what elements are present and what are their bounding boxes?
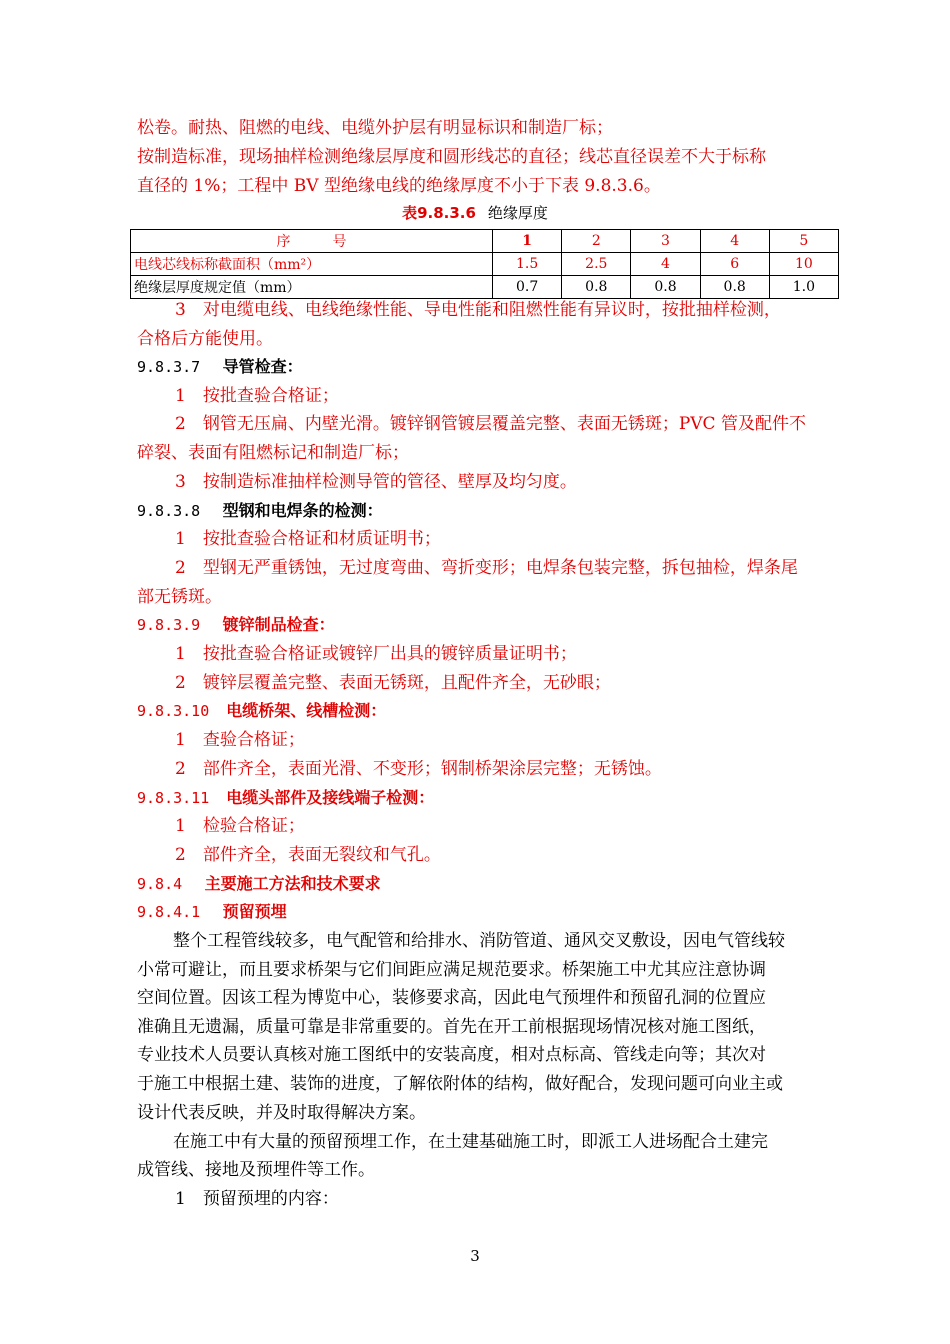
section-number: 9.8.4.1 — [137, 903, 201, 921]
insulation-thickness-table — [130, 229, 839, 299]
list-item-continuation: 碎裂、表面有阻燃标记和制造厂标； — [137, 443, 409, 463]
section-number: 9.8.3.10 — [137, 702, 210, 720]
list-item: 1 按批查验合格证或镀锌厂出具的镀锌质量证明书； — [175, 644, 577, 664]
paragraph-line: 专业技术人员要认真核对施工图纸中的安装高度，相对点标高、管线走向等；其次对 — [137, 1045, 766, 1065]
section-number: 9.8.3.11 — [137, 789, 210, 807]
list-item: 2 镀锌层覆盖完整、表面无锈斑，且配件齐全，无砂眼； — [175, 673, 611, 693]
section-heading — [137, 697, 386, 725]
list-item: 3 按制造标准抽样检测导管的管径、壁厚及均匀度。 — [175, 472, 577, 492]
section-heading — [137, 497, 383, 525]
section-heading — [137, 870, 381, 898]
paragraph-line: 准确且无遗漏，质量可靠是非常重要的。首先在开工前根据现场情况核对施工图纸， — [137, 1017, 766, 1037]
section-title: 电缆头部件及接线端子检测： — [226, 788, 435, 807]
table-caption — [0, 201, 950, 225]
table-row — [131, 253, 839, 276]
section-title: 镀锌制品检查： — [222, 615, 335, 634]
list-item: 1 检验合格证； — [175, 816, 305, 836]
table-caption-title: 绝缘厚度 — [487, 204, 548, 222]
section-heading — [137, 611, 335, 639]
section-heading — [137, 353, 303, 381]
table-cell: 0.8 — [631, 276, 700, 299]
table-row-label: 绝缘层厚度规定值（mm） — [131, 276, 493, 299]
paragraph-line: 整个工程管线较多，电气配管和给排水、消防管道、通风交叉敷设，因电气管线较 — [173, 931, 785, 951]
table-cell: 0.8 — [562, 276, 631, 299]
body-line: 直径的 1%；工程中 BV 型绝缘电线的绝缘厚度不小于下表 9.8.3.6。 — [137, 176, 661, 196]
table-cell: 1.5 — [493, 253, 562, 276]
list-item: 1 按批查验合格证和材质证明书； — [175, 529, 441, 549]
list-item: 3 对电缆电线、电线绝缘性能、导电性能和阻燃性能有异议时，按批抽样检测， — [175, 300, 781, 320]
list-item: 2 部件齐全，表面光滑、不变形；钢制桥架涂层完整；无锈蚀。 — [175, 759, 662, 779]
section-number: 9.8.3.8 — [137, 502, 201, 520]
body-line: 按制造标准，现场抽样检测绝缘层厚度和圆形线芯的直径；线芯直径误差不大于标称 — [137, 147, 766, 167]
paragraph-line: 于施工中根据土建、装饰的进度，了解依附体的结构，做好配合，发现问题可向业主或 — [137, 1074, 783, 1094]
table-header-label: 序 号 — [131, 230, 493, 253]
table-caption-number: 表9.8.3.6 — [402, 204, 476, 222]
section-title: 电缆桥架、线槽检测： — [226, 701, 387, 720]
table-row — [131, 230, 839, 253]
list-item-continuation: 部无锈斑。 — [137, 587, 222, 607]
section-title: 导管检查： — [222, 357, 303, 376]
table-header-cell: 2 — [562, 230, 631, 253]
section-number: 9.8.3.9 — [137, 616, 201, 634]
paragraph-line: 空间位置。因该工程为博览中心，装修要求高，因此电气预埋件和预留孔洞的位置应 — [137, 988, 766, 1008]
section-title: 型钢和电焊条的检测： — [222, 501, 383, 520]
table-cell: 0.7 — [493, 276, 562, 299]
paragraph-line: 设计代表反映，并及时取得解决方案。 — [137, 1103, 426, 1123]
table-cell: 1.0 — [769, 276, 838, 299]
list-item: 2 部件齐全，表面无裂纹和气孔。 — [175, 845, 441, 865]
table-header-cell: 3 — [631, 230, 700, 253]
list-item: 2 型钢无严重锈蚀，无过度弯曲、弯折变形；电焊条包装完整，拆包抽检，焊条尾 — [175, 558, 798, 578]
table-cell: 0.8 — [700, 276, 769, 299]
table-cell: 10 — [769, 253, 838, 276]
section-heading — [137, 784, 434, 812]
table-cell: 4 — [631, 253, 700, 276]
section-title: 主要施工方法和技术要求 — [204, 874, 381, 893]
table-header-cell: 1 — [493, 230, 562, 253]
paragraph-line: 小常可避让，而且要求桥架与它们间距应满足规范要求。桥架施工中尤其应注意协调 — [137, 960, 766, 980]
paragraph-line: 在施工中有大量的预留预埋工作，在土建基础施工时，即派工人进场配合土建完 — [173, 1132, 768, 1152]
body-line: 松卷。耐热、阻燃的电线、电缆外护层有明显标识和制造厂标； — [137, 118, 613, 138]
list-item: 2 钢管无压扁、内壁光滑。镀锌钢管镀层覆盖完整、表面无锈斑；PVC 管及配件不 — [175, 414, 806, 434]
list-item: 1 预留预埋的内容： — [175, 1189, 339, 1209]
section-title: 预留预埋 — [222, 902, 287, 921]
table-row-label: 电线芯线标称截面积（mm²） — [131, 253, 493, 276]
table-header-cell: 4 — [700, 230, 769, 253]
table-header-cell: 5 — [769, 230, 838, 253]
section-heading — [137, 898, 287, 926]
list-item-continuation: 合格后方能使用。 — [137, 329, 273, 349]
list-item: 1 查验合格证； — [175, 730, 305, 750]
paragraph-line: 成管线、接地及预埋件等工作。 — [137, 1160, 375, 1180]
list-item: 1 按批查验合格证； — [175, 386, 339, 406]
page-number: 3 — [470, 1247, 480, 1265]
table-cell: 2.5 — [562, 253, 631, 276]
section-number: 9.8.3.7 — [137, 358, 201, 376]
section-number: 9.8.4 — [137, 875, 183, 893]
table-cell: 6 — [700, 253, 769, 276]
